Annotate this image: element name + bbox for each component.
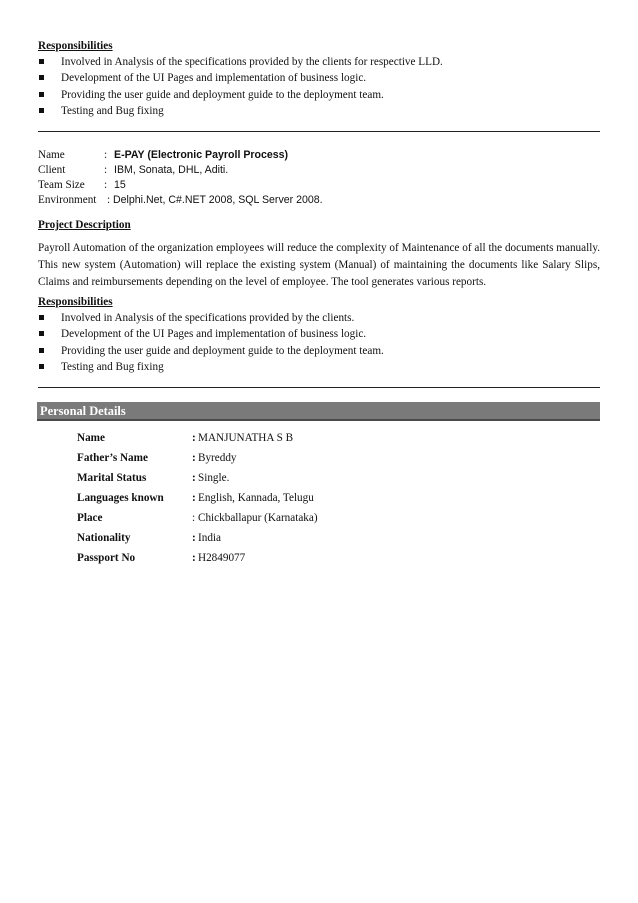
square-bullet-icon: [39, 92, 44, 97]
square-bullet-icon: [39, 315, 44, 320]
personal-details-header: [37, 402, 600, 421]
section-title: Personal Details: [40, 404, 126, 418]
square-bullet-icon: [39, 59, 44, 64]
square-bullet-icon: [39, 108, 44, 113]
project-environment-row: Environment : Delphi.Net, C#.NET 2008, SQL Server 2008.: [38, 194, 323, 206]
list-item: Providing the user guide and deployment guide to the deployment team.: [38, 87, 443, 103]
project-client-row: Client : IBM, Sonata, DHL, Aditi.: [38, 164, 229, 176]
list-item: Testing and Bug fixing: [38, 359, 384, 375]
list-item: Testing and Bug fixing: [38, 103, 443, 119]
responsibilities-heading: Responsibilities: [38, 40, 113, 52]
project-name: E-PAY (Electronic Payroll Process): [114, 149, 289, 161]
list-item: Providing the user guide and deployment guide to the deployment team.: [38, 343, 384, 359]
project-team-row: Team Size : 15: [38, 179, 126, 191]
list-item: Development of the UI Pages and implementation of business logic.: [38, 70, 443, 86]
square-bullet-icon: [39, 348, 44, 353]
responsibilities-list: [38, 310, 384, 376]
list-item: Development of the UI Pages and implementation of business logic.: [38, 326, 384, 342]
project-description-text: Payroll Automation of the organization employees will reduce the complexity of Maintenance of all the documents manually. This new system (Automation) will replace the existing system (Manual) of maintaining the documents like Salary Slips, Claims and reimbursements depending on the level of employee. The tool generates various reports.: [38, 242, 600, 288]
square-bullet-icon: [39, 75, 44, 80]
list-item: Involved in Analysis of the specifications provided by the clients for respective LLD.: [38, 54, 443, 70]
list-item: Involved in Analysis of the specifications provided by the clients.: [38, 310, 384, 326]
divider: [38, 131, 600, 132]
responsibilities-heading: Responsibilities: [38, 296, 113, 308]
project-name-row: Name : E-PAY (Electronic Payroll Process): [38, 149, 289, 161]
project-description-heading: Project Description: [38, 219, 131, 231]
square-bullet-icon: [39, 331, 44, 336]
square-bullet-icon: [39, 364, 44, 369]
responsibilities-list: [38, 54, 443, 120]
divider: [38, 387, 600, 388]
